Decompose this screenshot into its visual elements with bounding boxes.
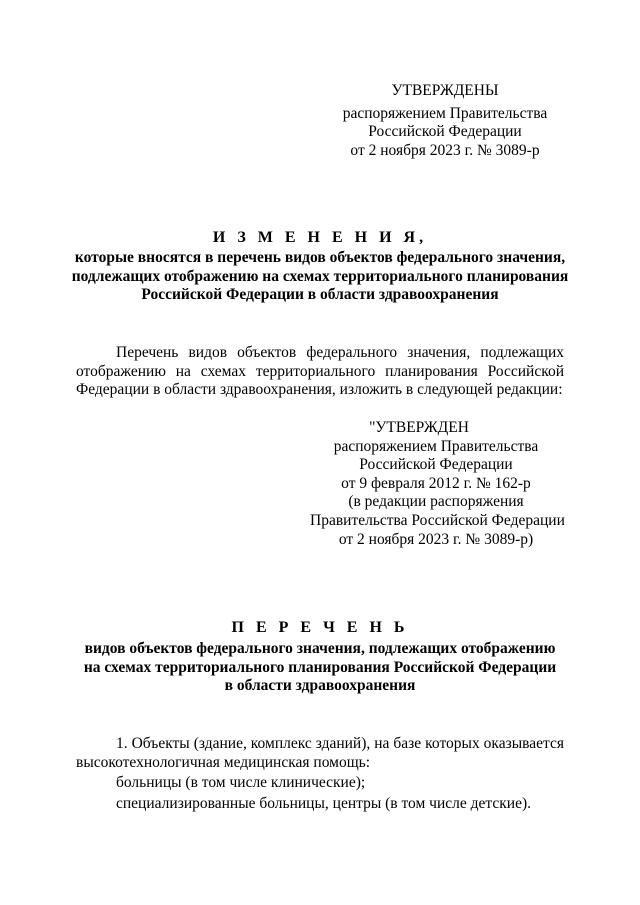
approved-line: распоряжением Правительства: [333, 437, 539, 455]
approved-line: Российской Федерации: [359, 456, 513, 474]
subtitle-line: в области здравоохранения: [224, 677, 416, 695]
approved-line: от 9 февраля 2012 г. № 162-р: [341, 474, 531, 492]
approved-line: Правительства Российской Федерации: [310, 511, 565, 529]
item-line: высокотехнологичная медицинская помощь:: [76, 753, 371, 771]
subtitle-line: которые вносятся в перечень видов объектов федерального значения,: [74, 249, 566, 266]
list-subtitle: [0, 640, 640, 696]
subtitle-line: видов объектов федерального значения, подлежащих отображению: [84, 640, 556, 657]
item-1: [76, 735, 564, 813]
sub-item: больницы (в том числе клинические);: [116, 774, 366, 792]
approved-title: "УТВЕРЖДЕН: [369, 419, 469, 436]
intro-paragraph: [76, 344, 564, 400]
approved-block: [310, 419, 565, 549]
approved-line: (в редакции распоряжения: [348, 493, 524, 511]
subtitle-line: Российской Федерации в области здравоохранения: [141, 286, 499, 304]
changes-heading: И З М Е Н Е Н И Я,: [212, 229, 428, 246]
subtitle-line: подлежащих отображению на схемах территориального планирования: [71, 267, 569, 285]
item-line: 1. Объекты (здание, комплекс зданий), на базе которых оказывается: [116, 735, 564, 752]
approved-line: от 2 ноября 2023 г. № 3089-р): [338, 530, 534, 548]
approval-line: Российской Федерации: [368, 123, 522, 141]
paragraph-line: отображению на схемах территориального планирования Российской: [76, 362, 564, 380]
approval-block: [330, 82, 560, 160]
approval-line: от 2 ноября 2023 г. № 3089-р: [350, 141, 540, 159]
approval-line: распоряжением Правительства: [342, 104, 548, 122]
changes-subtitle: [0, 249, 640, 305]
sub-item: специализированные больницы, центры (в том числе детские).: [116, 794, 531, 812]
paragraph-line: Федерации в области здравоохранения, изложить в следующей редакции:: [76, 381, 563, 399]
approval-title: УТВЕРЖДЕНЫ: [391, 82, 499, 99]
list-heading: П Е Р Е Ч Е Н Ь: [231, 619, 409, 636]
paragraph-line: Перечень видов объектов федерального значения, подлежащих: [116, 344, 564, 361]
subtitle-line: на схемах территориального планирования Российской Федерации: [83, 658, 557, 676]
